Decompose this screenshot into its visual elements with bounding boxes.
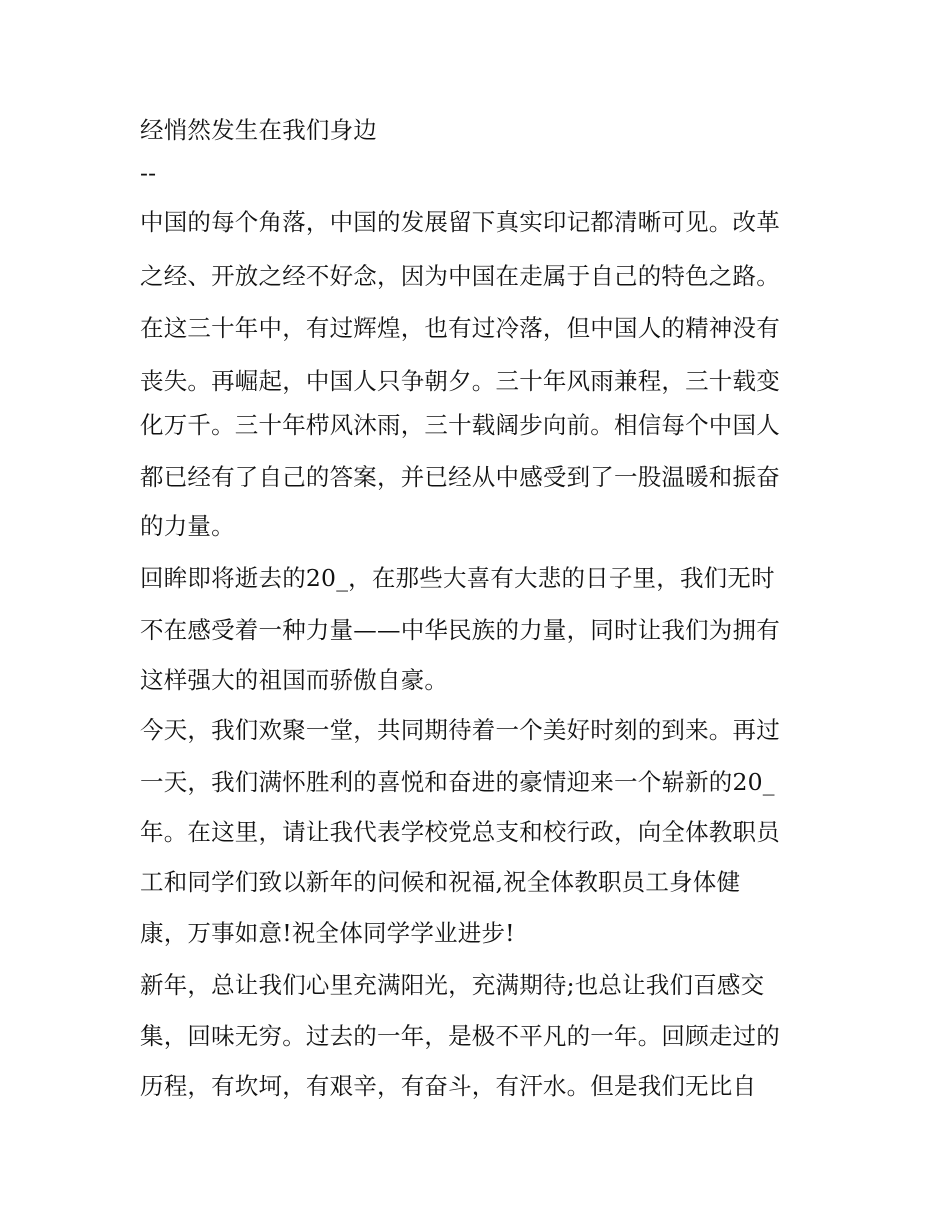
text-line: -- bbox=[140, 159, 157, 187]
text-line: 工和同学们致以新年的问候和祝福,祝全体教职员工身体健 bbox=[140, 868, 741, 896]
text-line: 这样强大的祖国而骄傲自豪。 bbox=[140, 666, 449, 694]
text-line: 一天，我们满怀胜利的喜悦和奋进的豪情迎来一个崭新的20_ bbox=[140, 768, 775, 796]
text-line: 的力量。 bbox=[140, 512, 235, 540]
text-line: 中国的每个角落，中国的发展留下真实印记都清晰可见。改革 bbox=[140, 208, 780, 236]
text-line: 不在感受着一种力量——中华民族的力量，同时让我们为拥有 bbox=[140, 616, 780, 644]
text-line: 化万千。三十年栉风沐雨，三十载阔步向前。相信每个中国人 bbox=[140, 411, 780, 439]
text-line: 丧失。再崛起，中国人只争朝夕。三十年风雨兼程，三十载变 bbox=[140, 367, 780, 395]
text-line: 经悄然发生在我们身边 bbox=[140, 116, 377, 144]
text-line: 回眸即将逝去的20_，在那些大喜有大悲的日子里，我们无时 bbox=[140, 564, 775, 592]
text-line: 历程，有坎坷，有艰辛，有奋斗，有汗水。但是我们无比自 bbox=[140, 1072, 757, 1100]
text-line: 年。在这里，请让我代表学校党总支和校行政，向全体教职员 bbox=[140, 818, 780, 846]
text-line: 今天，我们欢聚一堂，共同期待着一个美好时刻的到来。再过 bbox=[140, 716, 780, 744]
text-line: 集，回味无穷。过去的一年，是极不平凡的一年。回顾走过的 bbox=[140, 1022, 780, 1050]
text-line: 都已经有了自己的答案，并已经从中感受到了一股温暖和振奋 bbox=[140, 463, 780, 491]
text-line: 之经、开放之经不好念，因为中国在走属于自己的特色之路。 bbox=[140, 262, 780, 290]
text-line: 新年，总让我们心里充满阳光，充满期待;也总让我们百感交 bbox=[140, 971, 765, 999]
text-line: 康，万事如意!祝全体同学学业进步! bbox=[140, 919, 515, 947]
text-line: 在这三十年中，有过辉煌，也有过冷落，但中国人的精神没有 bbox=[140, 314, 780, 342]
